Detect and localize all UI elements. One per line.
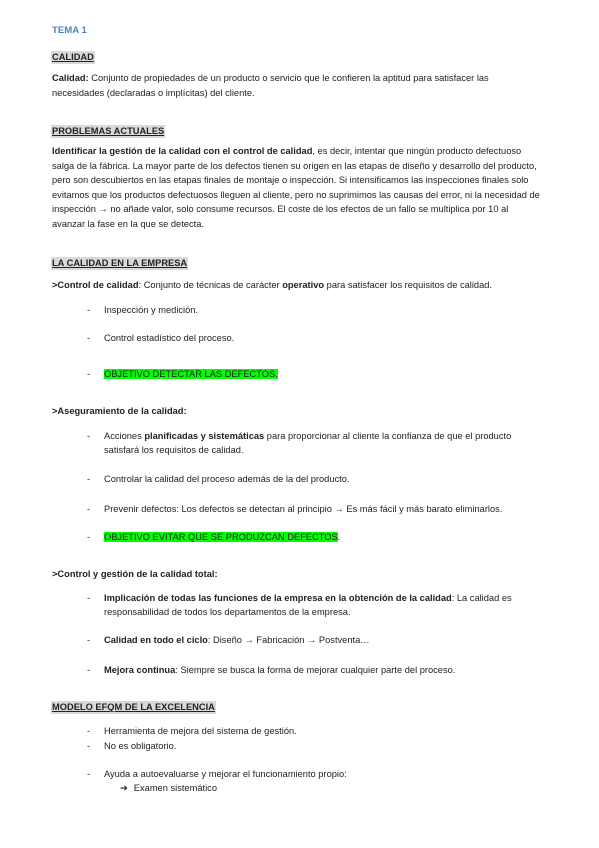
item-text-end: para proporcionar al cliente la confianza de que el producto satisfará los requisitos de calidad. [104,431,512,455]
bullet-dash: - [87,593,91,603]
section-heading-empresa: LA CALIDAD EN LA EMPRESA [52,258,188,268]
bullet-dash: - [87,532,91,542]
bullet-dash: - [87,665,91,675]
list-item: Ayuda a autoevaluarse y mejorar el funcionamiento propio: [104,769,347,779]
objective-highlight: OBJETIVO EVITAR QUE SE PRODUZCAN DEFECTOS [104,532,338,542]
item-bold: planificadas y sistemáticas [144,431,265,441]
section-heading-calidad: CALIDAD [52,52,94,62]
arrow-right-icon: ➔ [120,783,128,793]
term-calidad: Calidad: [52,73,89,83]
paragraph-problemas [52,144,542,231]
item-bold: Calidad en todo el ciclo [104,635,208,645]
bullet-dash: - [87,504,91,514]
subheading-calidad-total: >Control y gestión de la calidad total: [52,569,218,579]
list-item: Control estadístico del proceso. [104,333,235,343]
list-item [104,591,529,619]
list-item [104,633,524,647]
bullet-dash: - [87,474,91,484]
document-title: TEMA 1 [52,25,87,36]
control-text-end: para satisfacer los requisitos de calidad. [324,280,493,290]
list-item [104,429,524,457]
section-heading-efqm: MODELO EFQM DE LA EXCELENCIA [52,702,215,712]
objective-item [104,367,524,381]
bold-phrase: Identificar la gestión de la calidad con el control de calidad [52,146,313,156]
bullet-dash: - [87,431,91,441]
sub-list-item [120,782,217,795]
list-item: Inspección y medición. [104,305,199,315]
list-item: No es obligatorio. [104,741,177,751]
definition-text: Conjunto de propiedades de un producto o servicio que le confieren la aptitud para satisfacer las necesidades (declaradas o implícitas) del cliente. [52,73,489,98]
item-text: : Diseño → Fabricación → Postventa… [207,635,370,645]
bullet-dash: - [87,769,91,779]
bullet-dash: - [87,741,91,751]
bullet-dash: - [87,726,91,736]
paragraph-calidad [52,71,542,100]
control-label: >Control de calidad [52,280,139,290]
list-item: Prevenir defectos: Los defectos se detectan al principio → Es más fácil y más barato eliminarlos. [104,504,503,514]
bullet-dash: - [87,305,91,315]
control-text: : Conjunto de técnicas de carácter [138,280,283,290]
sub-item-text: Examen sistemático [133,783,217,793]
bullet-dash: - [87,635,91,645]
control-bold: operativo [282,280,325,290]
item-text: : La calidad es responsabilidad de todos los departamentos de la empresa. [104,593,512,617]
item-text: : Siempre se busca la forma de mejorar cualquier parte del proceso. [175,665,456,675]
paragraph-text: , es decir, intentar que ningún producto defectuoso salga de la fábrica. La mayor parte de los defectos tienen su origen en las etapas de diseño y desarrollo del producto, pero son descubiertos en las etapas finales de montaje o inspección. Si intensificamos las inspecciones finales solo evitamos que los productos defectuosos lleguen al cliente, pero no suprimimos las causas del error, ni la necesidad de inspección → no añade valor, solo consume recursos. El coste de los efectos de un fallo se multiplica por 10 al avanzar la fase en la que se detecta. [52,146,540,229]
objective-highlight: OBJETIVO DETECTAR LAS DEFECTOS. [104,369,278,379]
list-item: Controlar la calidad del proceso además de la del producto. [104,474,350,484]
list-item [104,663,524,677]
item-bold: Mejora continua [104,665,176,675]
bullet-dash: - [87,369,91,379]
subheading-control [52,279,492,292]
item-text: Acciones [104,431,145,441]
item-bold: Implicación de todas las funciones de la empresa en la obtención de la calidad [104,593,452,603]
objective-tail: . [337,532,341,542]
section-heading-problemas: PROBLEMAS ACTUALES [52,126,165,136]
list-item: Herramienta de mejora del sistema de gestión. [104,726,297,736]
bullet-dash: - [87,333,91,343]
objective-item [104,530,524,544]
subheading-aseguramiento: >Aseguramiento de la calidad: [52,406,187,416]
